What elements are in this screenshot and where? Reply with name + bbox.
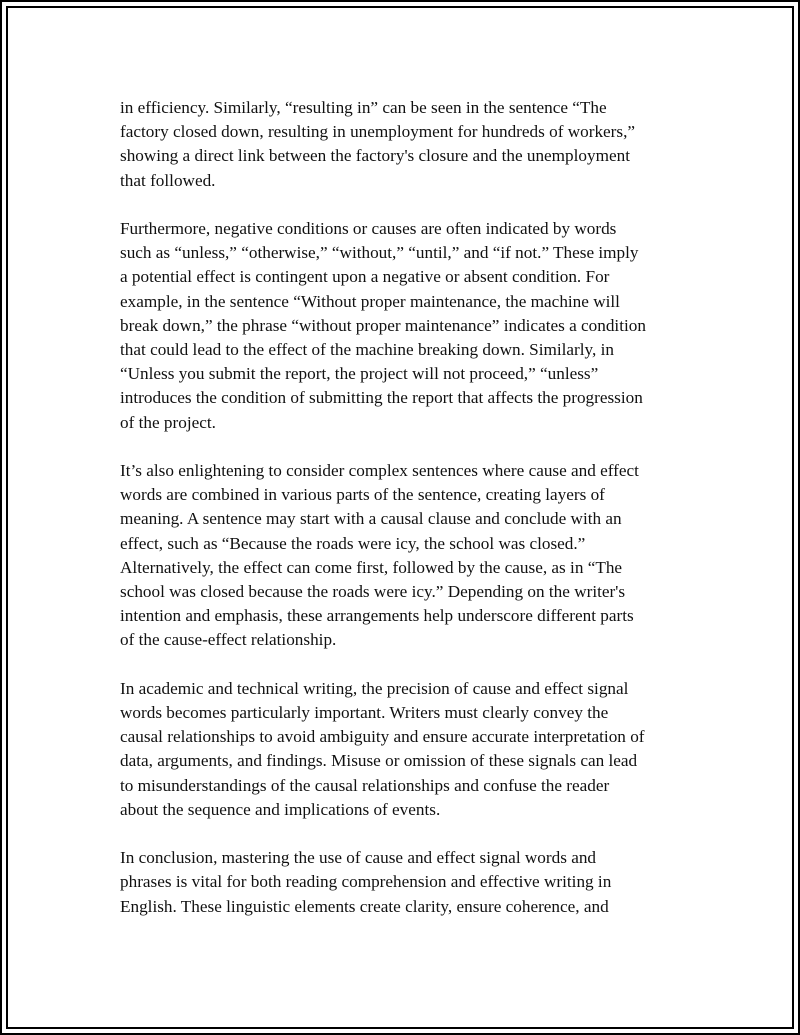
paragraph-2: Furthermore, negative conditions or causes are often indicated by words such as “unless,” “otherwise,” “without,” “until,” and “if not.” These imply a potential effect is contingent upon a negative or absent condition. For example, in the sentence “Without proper maintenance, the machine will break down,” the phrase “without proper maintenance” indicates a condition that could lead to the effect of the machine breaking down. Similarly, in “Unless you submit the report, the project will not proceed,” “unless” introduces the condition of submitting the report that affects the progression of the project. bbox=[120, 219, 646, 432]
document-body bbox=[120, 96, 686, 943]
paragraph-3: It’s also enlightening to consider complex sentences where cause and effect words are combined in various parts of the sentence, creating layers of meaning. A sentence may start with a causal clause and conclude with an effect, such as “Because the roads were icy, the school was closed.” Alternatively, the effect can come first, followed by the cause, as in “The school was closed because the roads were icy.” Depending on the writer's intention and emphasis, these arrangements help underscore different parts of the cause-effect relationship. bbox=[120, 461, 639, 650]
paragraph-5: In conclusion, mastering the use of cause and effect signal words and phrases is vital for both reading comprehension and effective writing in English. These linguistic elements create clarity, ensure coherence, and bbox=[120, 848, 612, 916]
paragraph-4: In academic and technical writing, the precision of cause and effect signal words becomes particularly important. Writers must clearly convey the causal relationships to avoid ambiguity and ensure accurate interpretation of data, arguments, and findings. Misuse or omission of these signals can lead to misunderstandings of the causal relationships and confuse the reader about the sequence and implications of events. bbox=[120, 678, 645, 819]
paragraph-1: in efficiency. Similarly, “resulting in” can be seen in the sentence “The factory closed down, resulting in unemployment for hundreds of workers,” showing a direct link between the factory's closure and the unemployment that followed. bbox=[120, 98, 636, 190]
